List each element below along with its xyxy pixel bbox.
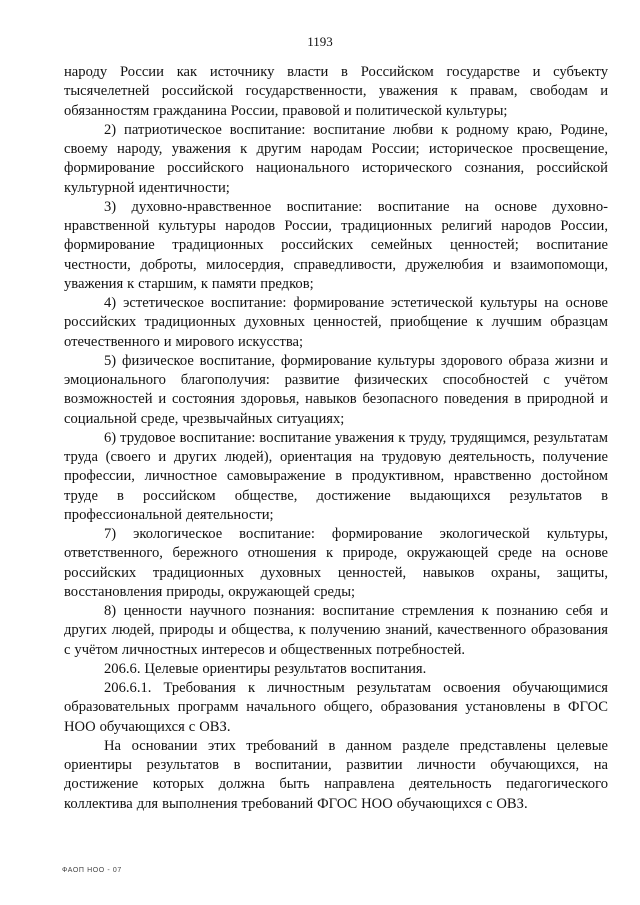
page-number: 1193 <box>307 34 333 49</box>
paragraph-206-6-1: 206.6.1. Требования к личностным результатам освоения обучающимися образовательных программ начального общего, образования установлены в ФГОС НОО обучающихся с ОВЗ. <box>64 680 608 735</box>
footer-document-code: ФАОП НОО - 07 <box>62 867 122 874</box>
paragraph-ecological-education: 7) экологическое воспитание: формирование экологической культуры, ответственного, бережного отношения к природе, окружающей среде на основе российских традиционных духовных ценностей, навыков охраны, защиты, восстановления природы, окружающей среды; <box>64 526 608 600</box>
paragraph-physical-education: 5) физическое воспитание, формирование культуры здорового образа жизни и эмоционального благополучия: развитие физических способностей с учётом возможностей и состояния здоровья, навыков безопасного поведения в природной и социальной среде, чрезвычайных ситуациях; <box>64 352 608 427</box>
paragraph-scientific-knowledge: 8) ценности научного познания: воспитание стремления к познанию себя и других людей, природы и общества, к получению знаний, качественного образования с учётом личностных интересов и общественных потребностей. <box>64 603 608 658</box>
section-heading-206-6: 206.6. Целевые ориентиры результатов воспитания. <box>104 660 427 677</box>
paragraph-patriotic-education: 2) патриотическое воспитание: воспитание любви к родному краю, Родине, своему народу, уважения к другим народам России; историческое просвещение, формирование российского национального исторического сознания, российской культурной идентичности; <box>64 121 608 196</box>
paragraph-continuation: народу России как источнику власти в Российском государстве и субъекту тысячелетней российской государственности, уважения к правам, свободам и обязанностям гражданина России, правовой и политической культуры; <box>64 64 608 119</box>
paragraph-labor-education: 6) трудовое воспитание: воспитание уважения к труду, трудящимся, результатам труда (своего и других людей), ориентация на трудовую деятельность, получение профессии, личностное самовыражение в продуктивном, нравственно достойном труде в российском обществе, достижение выдающихся результатов в профессиональной деятельности; <box>64 429 608 523</box>
document-body <box>64 63 608 814</box>
paragraph-spiritual-moral-education: 3) духовно-нравственное воспитание: воспитание на основе духовно-нравственной культуры народов России, традиционных религий народов России, формирование традиционных российских семейных ценностей; воспитание честности, доброты, милосердия, справедливости, дружелюбия и взаимопомощи, уважения к старшим, к памяти предков; <box>64 198 608 292</box>
paragraph-target-orientations: На основании этих требований в данном разделе представлены целевые ориентиры результатов в воспитании, развитии личности обучающихся, на достижение которых должна быть направлена деятельность педагогического коллектива для выполнения требований ФГОС НОО обучающихся с ОВЗ. <box>64 737 608 812</box>
paragraph-aesthetic-education: 4) эстетическое воспитание: формирование эстетической культуры на основе российских традиционных духовных ценностей, приобщение к лучшим образцам отечественного и мирового искусства; <box>64 295 608 350</box>
